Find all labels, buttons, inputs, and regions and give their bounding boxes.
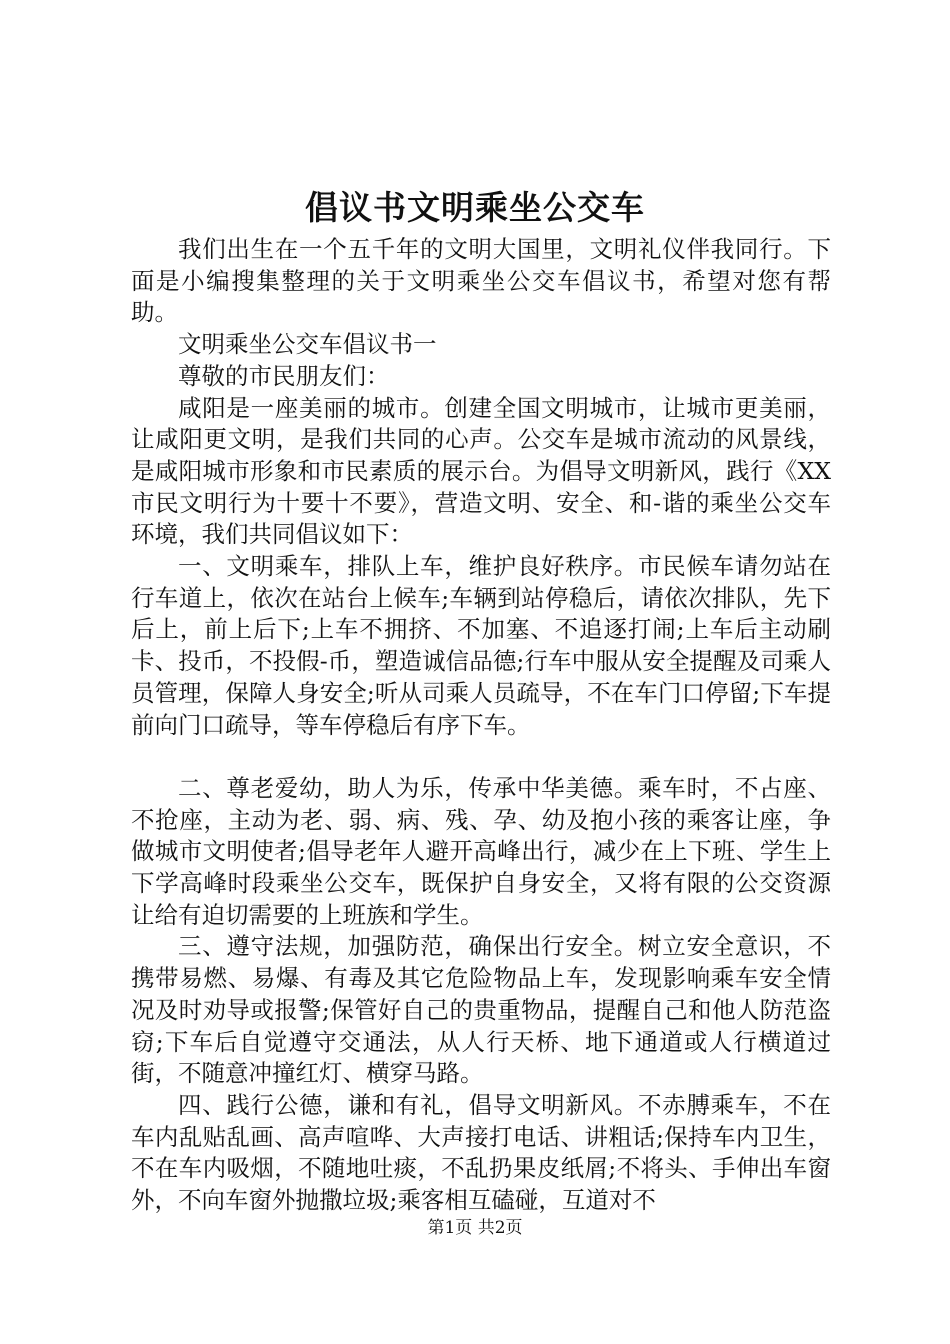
paragraph-salutation: 尊敬的市民朋友们： — [178, 361, 390, 390]
paragraph-intro: 我们出生在一个五千年的文明大国里，文明礼仪伴我同行。下面是小编搜集整理的关于文明乘坐公交车倡议书，希望对您有帮助。 — [131, 235, 831, 327]
paragraph-item-2: 二、尊老爱幼，助人为乐，传承中华美德。乘车时，不占座、不抢座，主动为老、弱、病、残、孕、幼及抱小孩的乘客让座，争做城市文明使者;倡导老年人避开高峰出行，减少在上下班、学生上下学高峰时段乘坐公交车，既保护自身安全，又将有限的公交资源让给有迫切需要的上班族和学生。 — [131, 773, 831, 929]
paragraph-subtitle: 文明乘坐公交车倡议书一 — [178, 330, 437, 359]
paragraph-item-4: 四、践行公德，谦和有礼，倡导文明新风。不赤膊乘车，不在车内乱贴乱画、高声喧哗、大声接打电话、讲粗话;保持车内卫生，不在车内吸烟，不随地吐痰，不乱扔果皮纸屑;不将头、手伸出车窗外，不向车窗外抛撒垃圾;乘客相互磕碰，互道对不 — [131, 1090, 831, 1215]
page-footer: 第1页 共2页 — [427, 1218, 523, 1238]
paragraph-item-3: 三、遵守法规，加强防范，确保出行安全。树立安全意识，不携带易燃、易爆、有毒及其它危险物品上车，发现影响乘车安全情况及时劝导或报警;保管好自己的贵重物品，提醒自己和他人防范盗窃;下车后自觉遵守交通法，从人行天桥、地下通道或人行横道过街，不随意冲撞红灯、横穿马路。 — [131, 932, 831, 1088]
document-body — [131, 234, 831, 1217]
paragraph-preamble: 咸阳是一座美丽的城市。创建全国文明城市，让城市更美丽，让咸阳更文明，是我们共同的心声。公交车是城市流动的风景线，是咸阳城市形象和市民素质的展示台。为倡导文明新风，践行《XX市民文明行为十要十不要》，营造文明、安全、和-谐的乘坐公交车环境，我们共同倡议如下： — [131, 393, 831, 549]
paragraph-item-1: 一、文明乘车，排队上车，维护良好秩序。市民候车请勿站在行车道上，依次在站台上候车;车辆到站停稳后，请依次排队，先下后上，前上后下;上车不拥挤、不加塞、不追逐打闹;上车后主动刷卡、投币，不投假-币，塑造诚信品德;行车中服从安全提醒及司乘人员管理，保障人身安全;听从司乘人员疏导，不在车门口停留;下车提前向门口疏导，等车停稳后有序下车。 — [131, 552, 831, 739]
document-title: 倡议书文明乘坐公交车 — [305, 188, 645, 227]
